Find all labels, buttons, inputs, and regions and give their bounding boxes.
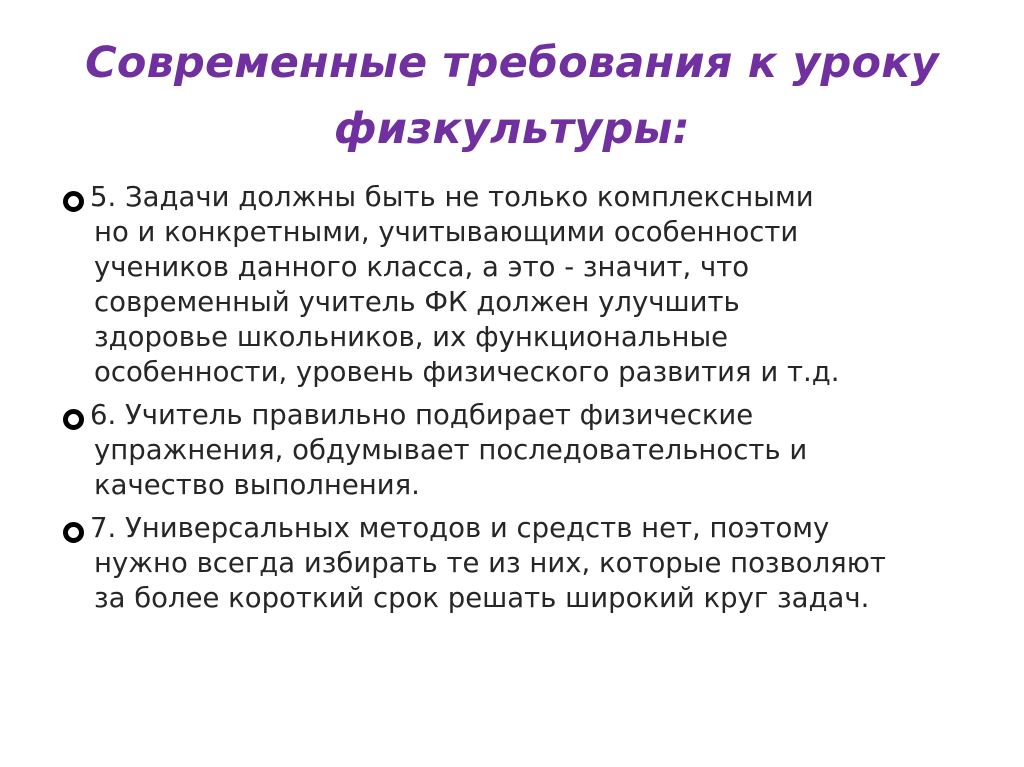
slide-title-line: Современные требования к уроку	[85, 38, 939, 88]
item-text-line: современный учитель ФК должен улучшить	[94, 286, 740, 318]
item-text-line: 7. Универсальных методов и средств нет, поэтому	[90, 512, 830, 544]
item-text-line: 5. Задачи должны быть не только комплексными	[90, 181, 814, 213]
item-text-line: за более короткий срок решать широкий круг задач.	[94, 582, 870, 614]
item-text-line: здоровье школьников, их функциональные	[94, 321, 729, 353]
item-text-line: качество выполнения.	[94, 469, 420, 501]
circle-bullet-icon	[63, 409, 84, 430]
item-text-line: нужно всегда избирать те из них, которые позволяют	[94, 547, 886, 579]
circle-bullet-icon	[63, 191, 84, 212]
slide-title-line: физкультуры:	[334, 104, 690, 154]
item-text-line: учеников данного класса, а это - значит, что	[94, 251, 750, 283]
slide-title	[0, 30, 1024, 162]
list-item	[60, 180, 990, 390]
item-text-line: 6. Учитель правильно подбирает физические	[90, 399, 754, 431]
item-text-line: упражнения, обдумывает последовательность и	[94, 434, 808, 466]
list-item	[60, 511, 990, 616]
item-text-line: но и конкретными, учитывающими особенности	[94, 216, 799, 248]
list-item	[60, 398, 990, 503]
circle-bullet-icon	[63, 522, 84, 543]
requirements-list	[60, 180, 990, 624]
item-text-line: особенности, уровень физического развития и т.д.	[94, 356, 840, 388]
